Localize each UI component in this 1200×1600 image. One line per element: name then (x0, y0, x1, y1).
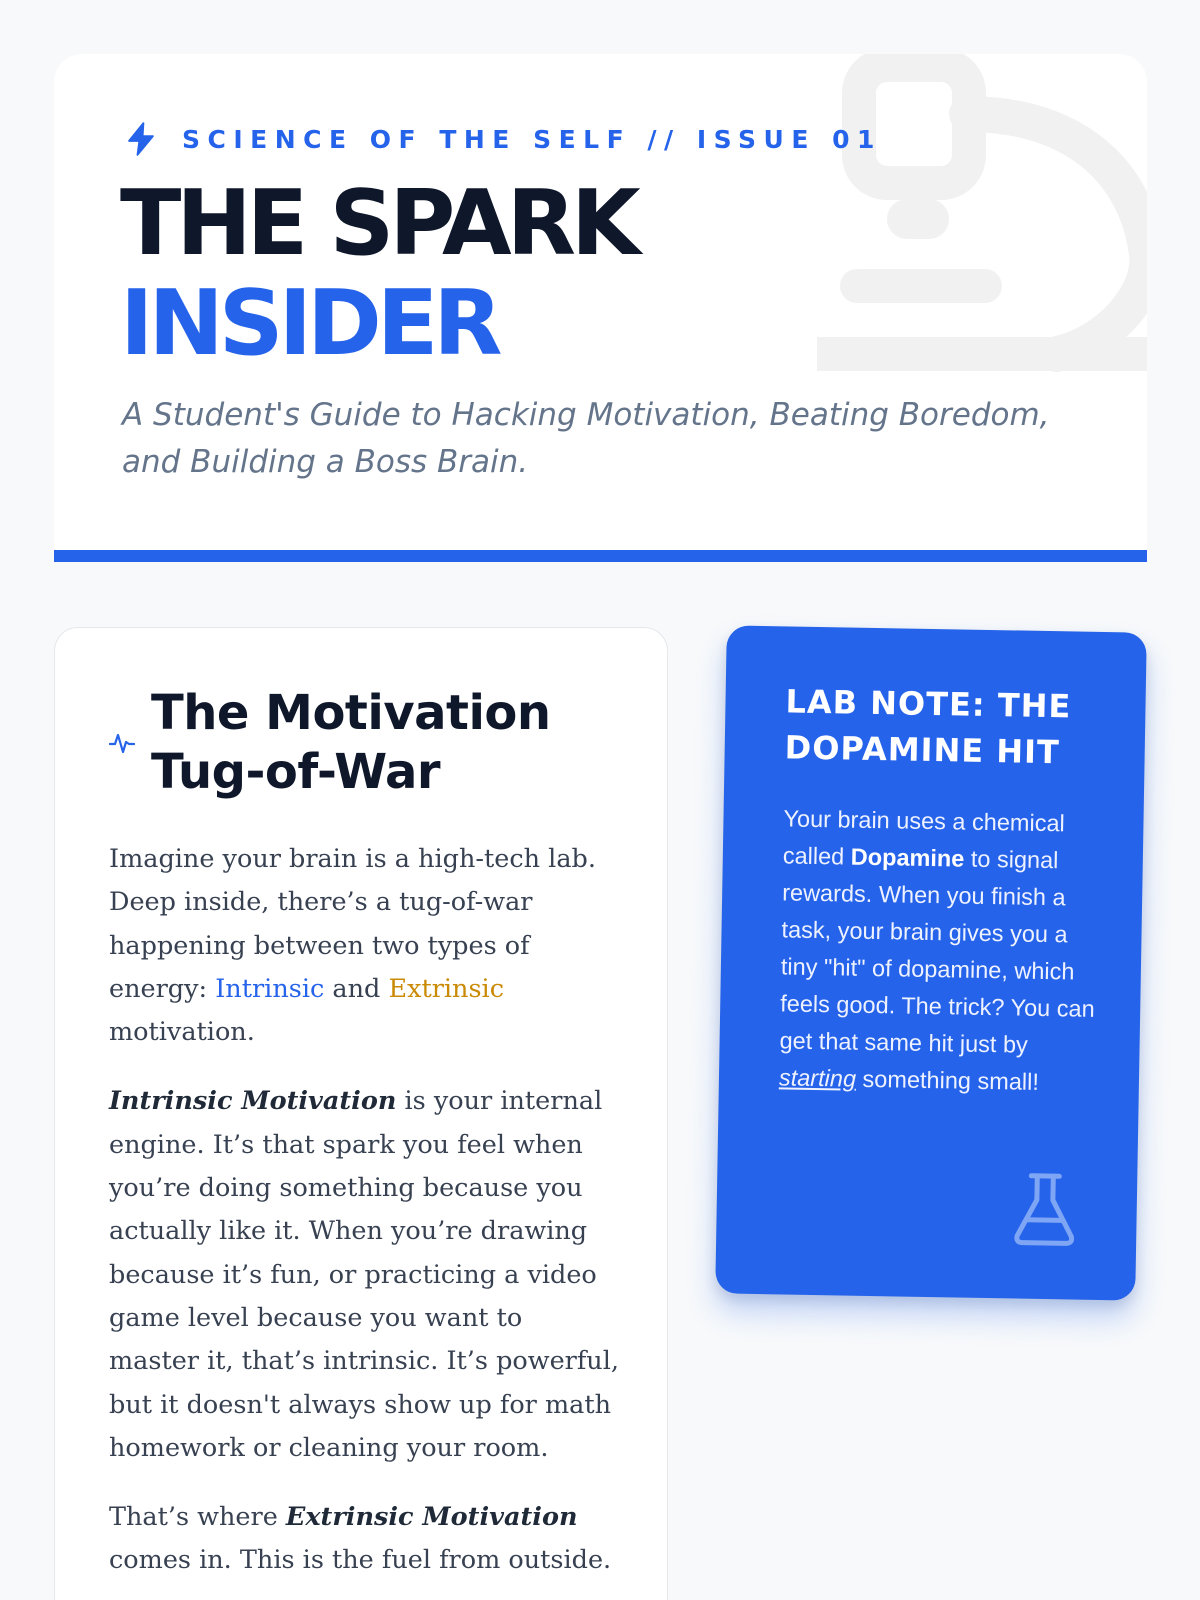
paragraph-intro-text: Imagine your brain is a high-tech lab. Deep inside, there’s a tug-of-war happening between two types of energy: (109, 844, 596, 1004)
lab-note-text (779, 800, 1104, 1102)
extrinsic-keyword: Extrinsic (388, 973, 504, 1004)
paragraph-extrinsic-text: comes in. This is the fuel from outside. (109, 1545, 612, 1576)
article-heading (109, 684, 581, 802)
flask-icon (1012, 1171, 1077, 1248)
intrinsic-term: Intrinsic Motivation (109, 1086, 397, 1117)
conjunction-text: and (324, 973, 389, 1004)
intrinsic-keyword: Intrinsic (215, 973, 325, 1004)
lab-note-text-3: something small! (855, 1065, 1040, 1095)
newsletter-header (54, 54, 1147, 562)
article-title: The Motivation Tug-of-War (151, 685, 551, 800)
lab-note-title: LAB NOTE: THE DOPAMINE HIT (784, 682, 1072, 772)
paragraph-extrinsic-lead: That’s where (109, 1502, 286, 1533)
eyebrow-text: SCIENCE OF THE SELF // ISSUE 01 (182, 124, 882, 154)
paragraph-intro-end: motivation. (109, 1017, 255, 1048)
issue-eyebrow (122, 120, 882, 158)
paragraph-extrinsic (109, 1496, 619, 1583)
pulse-icon (109, 730, 135, 756)
article-card (54, 627, 668, 1600)
paragraph-intrinsic (109, 1080, 619, 1470)
paragraph-intrinsic-text: is your internal engine. It’s that spark you feel when you’re doing something because you actually like it. When you’re drawing because it’s fun, or practicing a video game level because you want to master it, that’s intrinsic. It’s powerful, but it doesn't always show up for math homework or cleaning your room. (109, 1086, 619, 1463)
title-line-1: THE SPARK (120, 171, 636, 276)
title-line-2: INSIDER (120, 271, 498, 376)
lightning-bolt-icon (122, 120, 160, 158)
article-body (109, 838, 619, 1600)
microscope-icon (817, 54, 1147, 384)
dopamine-keyword: Dopamine (850, 843, 965, 872)
lab-note-text-1: Your brain uses a chemical called (782, 805, 1065, 870)
paragraph-intro (109, 838, 619, 1054)
lab-note-text-2: to signal rewards. When you finish a task, your brain gives you a tiny "hit" of dopamine, which feels good. The trick? You can get that same hit just by (779, 845, 1095, 1058)
lab-note-card (715, 625, 1147, 1300)
extrinsic-term: Extrinsic Motivation (285, 1502, 578, 1533)
subtitle: A Student's Guide to Hacking Motivation, Beating Boredom, and Building a Boss Brain. (122, 397, 1050, 480)
starting-emphasis: starting (778, 1064, 857, 1092)
